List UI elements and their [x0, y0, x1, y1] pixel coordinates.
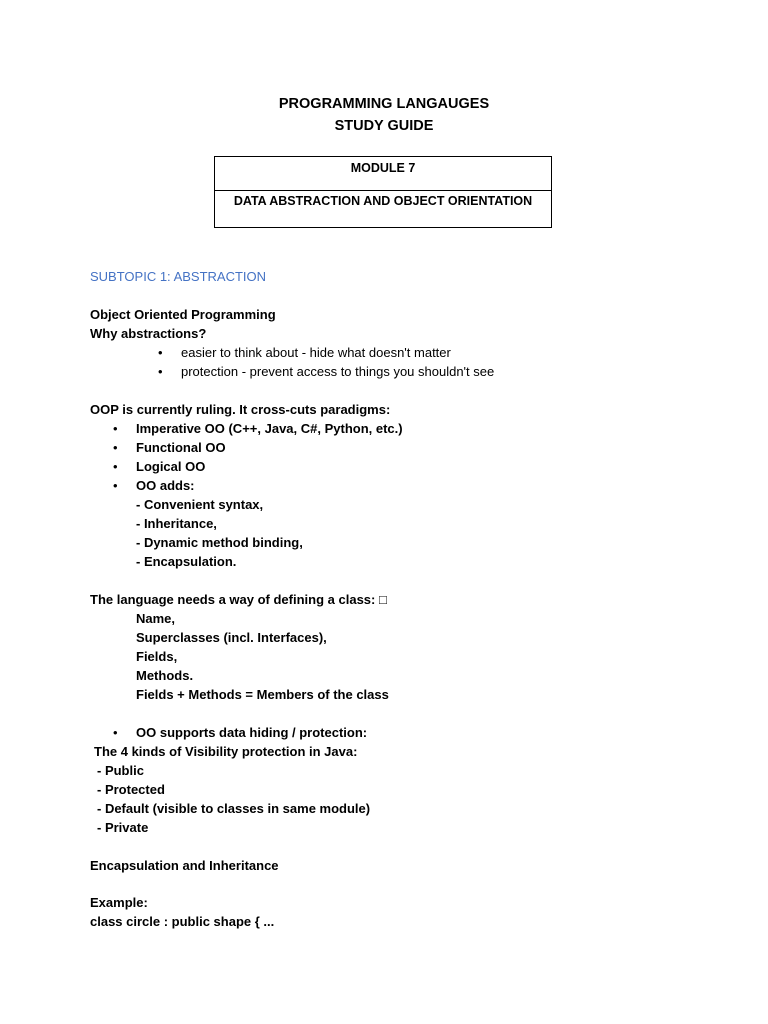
list-item: Fields + Methods = Members of the class	[136, 687, 389, 702]
list-item: Superclasses (incl. Interfaces),	[136, 630, 327, 645]
bullet-icon: •	[158, 364, 163, 379]
class-heading: The language needs a way of defining a class: □	[90, 592, 387, 607]
list-item: easier to think about - hide what doesn't matter	[181, 345, 451, 360]
list-item: Methods.	[136, 668, 194, 683]
list-item: Fields,	[136, 649, 178, 664]
subtopic-heading: SUBTOPIC 1: ABSTRACTION	[90, 269, 267, 284]
module-topic: DATA ABSTRACTION AND OBJECT ORIENTATION	[233, 194, 533, 208]
list-item: - Default (visible to classes in same module)	[97, 801, 371, 816]
list-item: - Inheritance,	[136, 516, 217, 531]
bullet-icon: •	[158, 345, 163, 360]
ruling-heading: OOP is currently ruling. It cross-cuts paradigms:	[90, 402, 391, 417]
list-item: - Dynamic method binding,	[136, 535, 303, 550]
module-number: MODULE 7	[215, 157, 551, 191]
list-item: - Protected	[97, 782, 165, 797]
visibility-heading: The 4 kinds of Visibility protection in Java:	[94, 744, 358, 759]
list-item: OO adds:	[136, 478, 195, 493]
list-item: Functional OO	[136, 440, 226, 455]
list-item: Name,	[136, 611, 176, 626]
why-abstractions: Why abstractions?	[90, 326, 207, 341]
bullet-icon: •	[113, 421, 118, 436]
bullet-icon: •	[113, 478, 118, 493]
list-item: Logical OO	[136, 459, 206, 474]
list-item: protection - prevent access to things you shouldn't see	[181, 364, 495, 379]
list-item: - Encapsulation.	[136, 554, 237, 569]
encapsulation-heading: Encapsulation and Inheritance	[90, 858, 279, 873]
bullet-icon: •	[113, 725, 118, 740]
list-item: - Public	[97, 763, 144, 778]
list-item: - Private	[97, 820, 149, 835]
example-label: Example:	[90, 895, 148, 910]
list-item: OO supports data hiding / protection:	[136, 725, 368, 740]
list-item: - Convenient syntax,	[136, 497, 264, 512]
document-title: PROGRAMMING LANGAUGES	[278, 96, 490, 112]
bullet-icon: •	[113, 440, 118, 455]
document-subtitle: STUDY GUIDE	[334, 118, 434, 134]
module-box	[214, 156, 552, 228]
oop-heading: Object Oriented Programming	[90, 307, 276, 322]
list-item: Imperative OO (C++, Java, C#, Python, etc.)	[136, 421, 403, 436]
bullet-icon: •	[113, 459, 118, 474]
example-code: class circle : public shape { ...	[90, 914, 275, 929]
